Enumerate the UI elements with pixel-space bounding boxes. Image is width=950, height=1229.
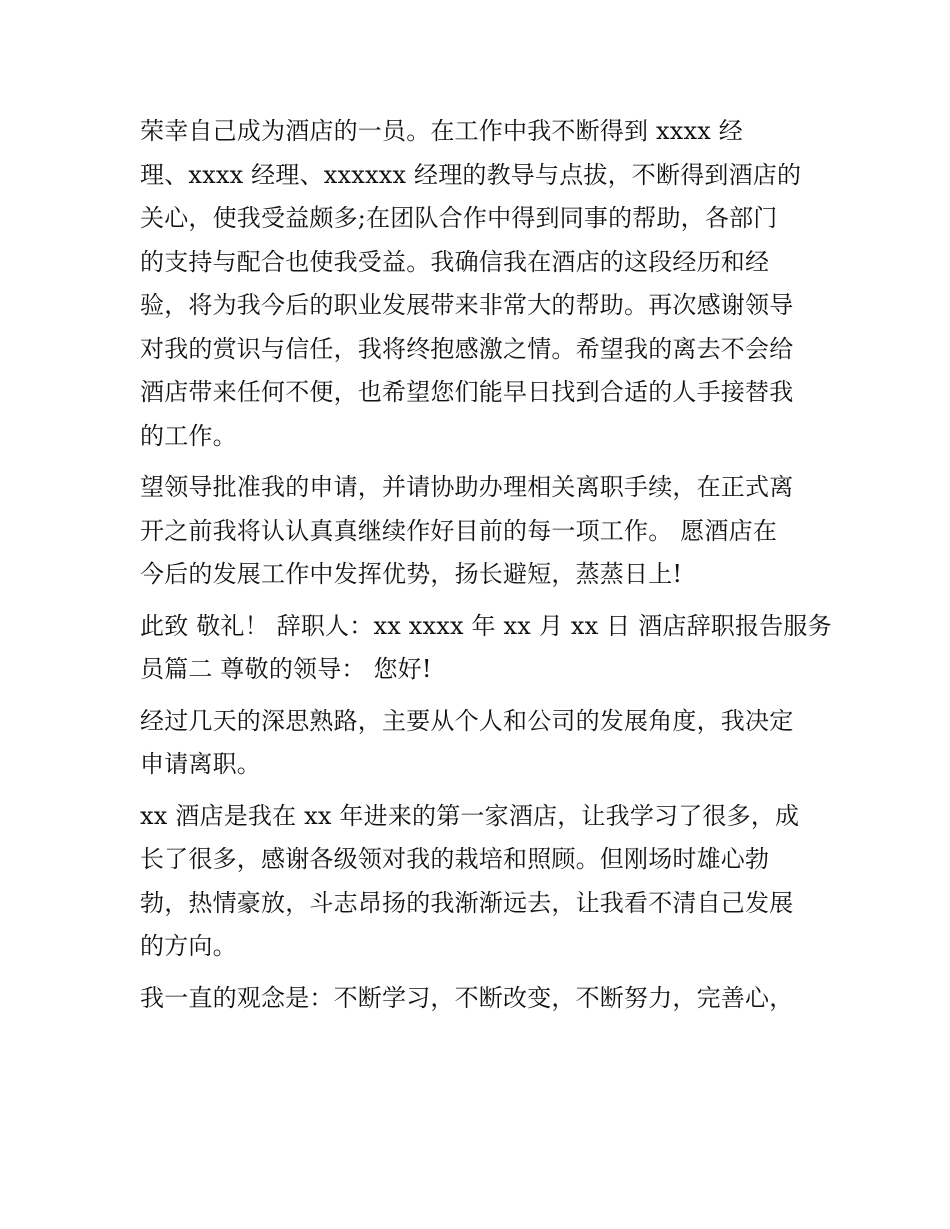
text-line: 今后的发展工作中发挥优势，扬长避短，蒸蒸日上! bbox=[140, 560, 683, 588]
document-body bbox=[140, 110, 832, 1020]
text-line: 望领导批准我的申请，并请协助办理相关离职手续，在正式离 bbox=[140, 473, 794, 501]
text-line: 关心，使我受益颇多;在团队合作中得到同事的帮助，各部门 bbox=[140, 204, 778, 232]
text-line: 此致 敬礼！ 辞职人：xx xxxx 年 xx 月 xx 日 酒店辞职报告服务 bbox=[140, 611, 832, 640]
text-line: 开之前我将认认真真继续作好目前的每一项工作。 愿酒店在 bbox=[140, 516, 778, 545]
text-line: 的方向。 bbox=[140, 932, 237, 960]
text-line: 验，将为我今后的职业发展带来非常大的帮助。再次感谢领导 bbox=[140, 291, 794, 319]
text-line: 理、xxxx 经理、xxxxxx 经理的教导与点拔，不断得到酒店的 bbox=[140, 160, 802, 189]
text-line: 勃，热情豪放，斗志昂扬的我渐渐远去，让我看不清自己发展 bbox=[140, 888, 794, 917]
text-line: xx 酒店是我在 xx 年进来的第一家酒店，让我学习了很多，成 bbox=[140, 801, 800, 830]
text-line: 的支持与配合也使我受益。我确信我在酒店的这段经历和经 bbox=[140, 247, 770, 276]
text-line: 长了很多，感谢各级领对我的栽培和照顾。但刚场时雄心勃 bbox=[140, 845, 770, 873]
text-line: 酒店带来任何不便，也希望您们能早日找到合适的人手接替我 bbox=[140, 378, 794, 406]
text-line: 经过几天的深思熟路，主要从个人和公司的发展角度，我决定 bbox=[140, 706, 794, 735]
text-line: 的工作。 bbox=[140, 421, 237, 450]
text-line: 荣幸自己成为酒店的一员。在工作中我不断得到 xxxx 经 bbox=[140, 117, 743, 145]
text-line: 对我的赏识与信任，我将终抱感激之情。希望我的离去不会给 bbox=[140, 334, 794, 363]
text-line: 员篇二 尊敬的领导： 您好! bbox=[140, 655, 432, 683]
text-line: 我一直的观念是：不断学习，不断改变，不断努力，完善心， bbox=[140, 983, 794, 1012]
text-line: 申请离职。 bbox=[140, 750, 261, 778]
